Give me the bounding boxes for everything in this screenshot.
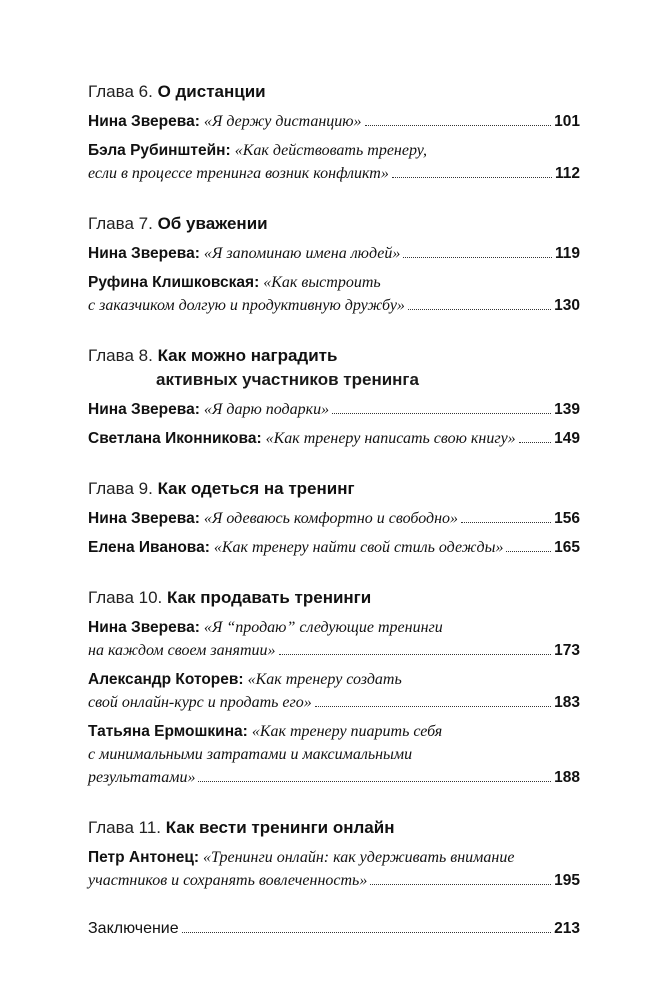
chapter-heading (88, 80, 580, 104)
entry-title: «Я дарю подарки» (203, 401, 330, 418)
page-number: 188 (554, 769, 580, 786)
chapter-title: Об уважении (157, 214, 268, 233)
entry-author: Нина Зверева: (88, 401, 200, 418)
page-number: 112 (554, 165, 580, 182)
chapter-11 (88, 816, 580, 892)
entry-title: на каждом своем занятии» (88, 642, 276, 659)
dot-leader (392, 176, 552, 178)
entry-title: «Как тренеру пиарить себя (251, 723, 443, 740)
entry-author: Петр Антонец: (88, 849, 200, 866)
page-number: 173 (554, 642, 580, 659)
entry-author: Светлана Иконникова: (88, 430, 262, 447)
toc-entry[interactable] (88, 846, 580, 892)
chapter-8 (88, 344, 580, 450)
dot-leader (519, 441, 551, 443)
chapter-10 (88, 586, 580, 789)
entry-title: результатами» (88, 769, 196, 786)
entry-title: «Тренинги онлайн: как удерживать внимание (203, 849, 515, 866)
toc-entry[interactable] (88, 720, 580, 789)
entry-author: Нина Зверева: (88, 245, 200, 262)
chapter-label: Глава 11. (88, 818, 162, 837)
chapter-heading (88, 586, 580, 610)
toc-entry[interactable] (88, 271, 580, 317)
page-number: 165 (554, 539, 580, 556)
page-number: 213 (554, 920, 580, 937)
toc-entry[interactable] (88, 398, 580, 421)
dot-leader (370, 883, 551, 885)
toc-entry-conclusion[interactable] (88, 917, 580, 940)
page-number: 139 (554, 401, 580, 418)
toc-entry[interactable] (88, 242, 580, 265)
dot-leader (315, 705, 551, 707)
page-number: 183 (554, 694, 580, 711)
entry-title: если в процессе тренинга возник конфликт» (88, 165, 389, 182)
dot-leader (279, 653, 552, 655)
entry-author: Нина Зверева: (88, 510, 200, 527)
entry-title: участников и сохранять вовлеченность» (88, 872, 368, 889)
toc-entry[interactable] (88, 110, 580, 133)
dot-leader (461, 521, 551, 523)
entry-title: «Я держу дистанцию» (203, 113, 362, 130)
chapter-7 (88, 212, 580, 317)
entry-title: «Как выстроить (263, 274, 381, 291)
chapter-label: Глава 10. (88, 588, 163, 607)
entry-title: свой онлайн-курс и продать его» (88, 694, 312, 711)
toc-entry[interactable] (88, 427, 580, 450)
dot-leader (182, 931, 551, 933)
chapter-label: Глава 8. (88, 346, 153, 365)
chapter-title: Как можно наградить (157, 346, 338, 365)
dot-leader (408, 308, 551, 310)
chapter-title: Как продавать тренинги (167, 588, 372, 607)
entry-author: Александр Которев: (88, 671, 244, 688)
toc-entry[interactable] (88, 139, 580, 185)
dot-leader (403, 256, 552, 258)
page-number: 195 (554, 872, 580, 889)
chapter-heading (88, 477, 580, 501)
entry-author: Бэла Рубинштейн: (88, 142, 231, 159)
entry-title: с минимальными затратами и максимальными (88, 746, 413, 763)
dot-leader (332, 412, 551, 414)
entry-title: «Как тренеру создать (247, 671, 402, 688)
table-of-contents (88, 80, 580, 946)
entry-author: Нина Зверева: (88, 113, 200, 130)
conclusion-label: Заключение (88, 920, 179, 937)
entry-author: Татьяна Ермошкина: (88, 723, 248, 740)
chapter-title: Как вести тренинги онлайн (165, 818, 395, 837)
dot-leader (365, 124, 552, 126)
entry-title: с заказчиком долгую и продуктивную дружбу» (88, 297, 405, 314)
chapter-title-line2: активных участников тренинга (156, 370, 419, 389)
page-number: 149 (554, 430, 580, 447)
chapter-label: Глава 6. (88, 82, 153, 101)
page-number: 130 (554, 297, 580, 314)
entry-title: «Я одеваюсь комфортно и свободно» (203, 510, 459, 527)
chapter-title: Как одеться на тренинг (157, 479, 355, 498)
chapter-9 (88, 477, 580, 559)
chapter-heading (88, 344, 580, 392)
chapter-6 (88, 80, 580, 185)
dot-leader (198, 780, 551, 782)
chapter-label: Глава 7. (88, 214, 153, 233)
toc-entry[interactable] (88, 536, 580, 559)
entry-title: «Как действовать тренеру, (234, 142, 428, 159)
toc-entry[interactable] (88, 507, 580, 530)
page-number: 119 (554, 245, 580, 262)
page-number: 156 (554, 510, 580, 527)
dot-leader (506, 550, 551, 552)
chapter-label: Глава 9. (88, 479, 153, 498)
entry-title: «Как тренеру найти свой стиль одежды» (213, 539, 504, 556)
entry-author: Елена Иванова: (88, 539, 210, 556)
chapter-title: О дистанции (157, 82, 266, 101)
entry-title: «Как тренеру написать свою книгу» (265, 430, 516, 447)
page-number: 101 (554, 113, 580, 130)
chapter-heading (88, 816, 580, 840)
toc-entry[interactable] (88, 668, 580, 714)
toc-entry[interactable] (88, 616, 580, 662)
entry-title: «Я “продаю” следующие тренинги (203, 619, 443, 636)
chapter-heading (88, 212, 580, 236)
entry-author: Руфина Клишковская: (88, 274, 260, 291)
entry-author: Нина Зверева: (88, 619, 200, 636)
entry-title: «Я запоминаю имена людей» (203, 245, 401, 262)
